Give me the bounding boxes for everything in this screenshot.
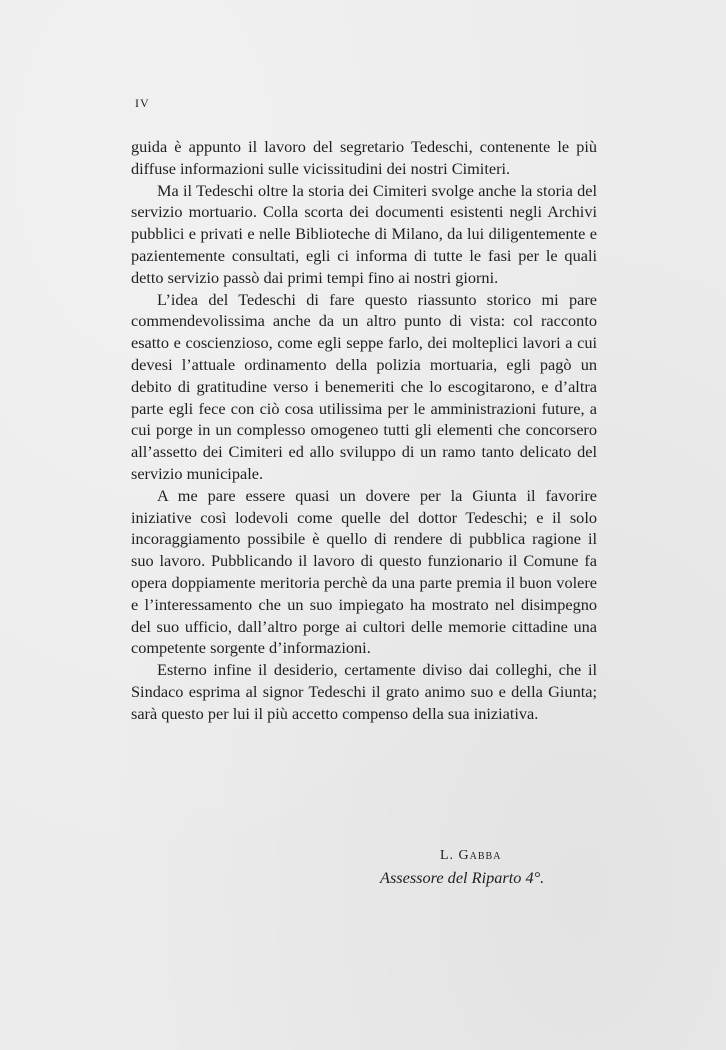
paragraph-idea: L’idea del Tedeschi di fare questo riassunto storico mi pare commendevolissima anche da un altro punto di vista: col racconto esatto e coscienzioso, come egli seppe farlo, dei molteplici lavori a cui devesi l’attuale ordinamento della polizia mortuaria, egli pagò un debito di gratitudine verso i benemeriti che lo escogitarono, e d’altra parte egli fece con ciò cosa utilissima per le amministrazioni future, a cui porge in un complesso omogeneo tutti gli elementi che concorsero all’assetto dei Cimiteri ed allo sviluppo di un ramo tanto delicato del servizio municipale. <box>131 289 597 483</box>
page-number: IV <box>135 96 150 110</box>
signature-role: Assessore del Riparto 4°. <box>380 868 545 887</box>
paragraph-duty: A me pare essere quasi un dovere per la Giunta il favorire iniziative così lodevoli come quelle del dottor Tedeschi; e il solo incoraggiamento possibile è quello di rendere di pubblica ragione il suo lavoro. Pubblicando il lavoro di questo funzionario il Comune fa opera doppiamente meritoria perchè da una parte premia il buon volere e l’interessamento che un suo impiegato ha mostrato nel disimpegno del suo ufficio, dall’altro porge ai cultori delle memorie cittadine una competente sorgente d’informazioni. <box>131 485 597 658</box>
paragraph-continuation: guida è appunto il lavoro del segretario Tedeschi, contenente le più diffuse informazioni sulle vicissitudini dei nostri Cimiteri. <box>131 137 597 178</box>
signature-block <box>380 846 600 889</box>
signature-name: L. Gabba <box>440 848 502 863</box>
body-text <box>131 136 597 725</box>
paragraph-history: Ma il Tedeschi oltre la storia dei Cimiteri svolge anche la storia del servizio mortuario. Colla scorta dei documenti esistenti negli Archivi pubblici e privati e nelle Biblioteche di Milano, da lui diligentemente e pazientemente consultati, egli ci informa di tutte le fasi per le quali detto servizio passò dai primi tempi fino ai nostri giorni. <box>131 180 597 287</box>
paragraph-closing: Esterno infine il desiderio, certamente diviso dai colleghi, che il Sindaco esprima al signor Tedeschi il grato animo suo e della Giunta; sarà questo per lui il più accetto compenso della sua iniziativa. <box>131 660 597 723</box>
